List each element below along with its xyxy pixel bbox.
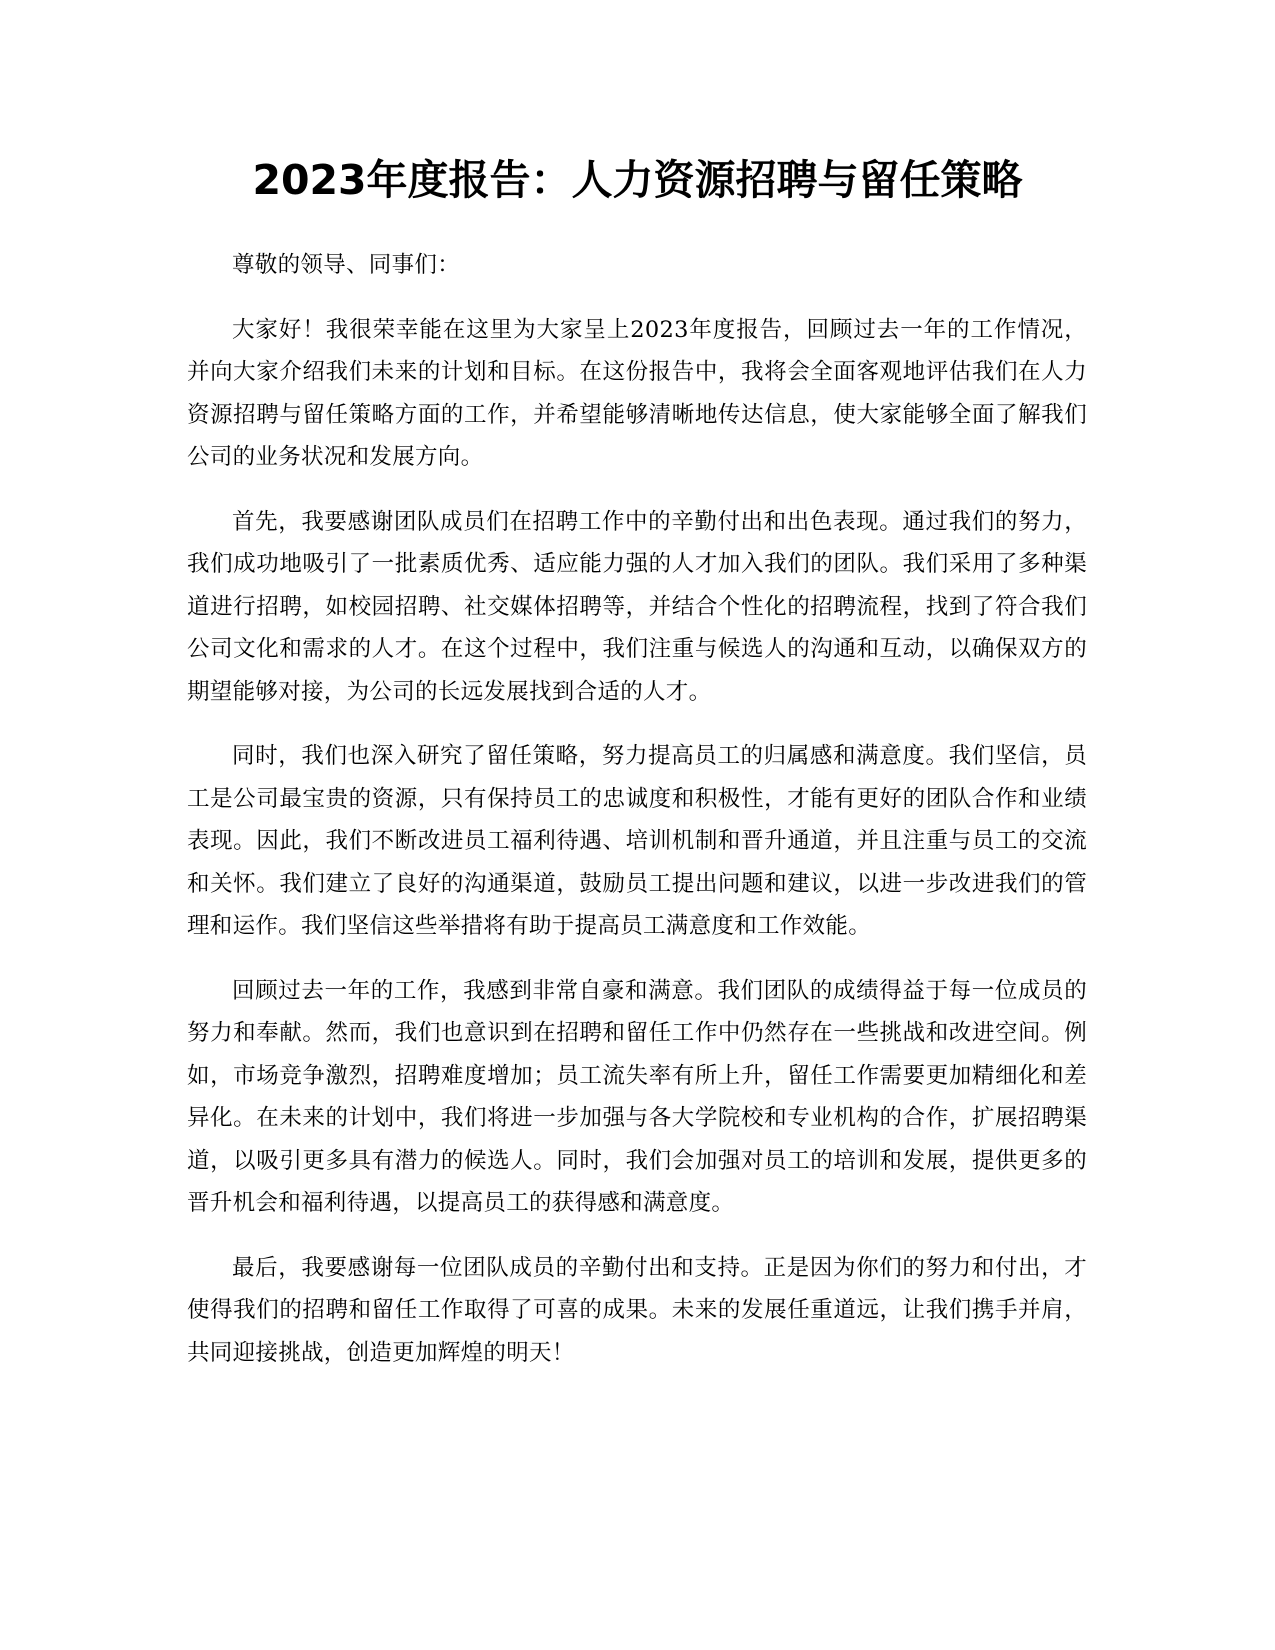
paragraph-salutation: 尊敬的领导、同事们： (232, 252, 461, 278)
paragraph-closing: 最后，我要感谢每一位团队成员的辛勤付出和支持。正是因为你们的努力和付出，才使得我们的招聘和留任工作取得了可喜的成果。未来的发展任重道远，让我们携手并肩，共同迎接挑战，创造更加辉煌的明天！ (187, 1254, 1087, 1366)
paragraph-review: 回顾过去一年的工作，我感到非常自豪和满意。我们团队的成绩得益于每一位成员的努力和奉献。然而，我们也意识到在招聘和留任工作中仍然存在一些挑战和改进空间。例如，市场竞争激烈，招聘难度增加；员工流失率有所上升，留任工作需要更加精细化和差异化。在未来的计划中，我们将进一步加强与各大学院校和专业机构的合作，扩展招聘渠道，以吸引更多具有潜力的候选人。同时，我们会加强对员工的培训和发展，提供更多的晋升机会和福利待遇，以提高员工的获得感和满意度。 (187, 977, 1087, 1216)
paragraph-recruitment: 首先，我要感谢团队成员们在招聘工作中的辛勤付出和出色表现。通过我们的努力，我们成功地吸引了一批素质优秀、适应能力强的人才加入我们的团队。我们采用了多种渠道进行招聘，如校园招聘、社交媒体招聘等，并结合个性化的招聘流程，找到了符合我们公司文化和需求的人才。在这个过程中，我们注重与候选人的沟通和互动，以确保双方的期望能够对接，为公司的长远发展找到合适的人才。 (187, 508, 1087, 705)
paragraph-retention: 同时，我们也深入研究了留任策略，努力提高员工的归属感和满意度。我们坚信，员工是公司最宝贵的资源，只有保持员工的忠诚度和积极性，才能有更好的团队合作和业绩表现。因此，我们不断改进员工福利待遇、培训机制和晋升通道，并且注重与员工的交流和关怀。我们建立了良好的沟通渠道，鼓励员工提出问题和建议，以进一步改进我们的管理和运作。我们坚信这些举措将有助于提高员工满意度和工作效能。 (187, 743, 1087, 939)
paragraph-introduction: 大家好！我很荣幸能在这里为大家呈上2023年度报告，回顾过去一年的工作情况，并向大家介绍我们未来的计划和目标。在这份报告中，我将会全面客观地评估我们在人力资源招聘与留任策略方面的工作，并希望能够清晰地传达信息，使大家能够全面了解我们公司的业务状况和发展方向。 (187, 316, 1087, 470)
document-body (187, 244, 1087, 1396)
document-title: 2023年度报告：人力资源招聘与留任策略 (252, 156, 1023, 204)
